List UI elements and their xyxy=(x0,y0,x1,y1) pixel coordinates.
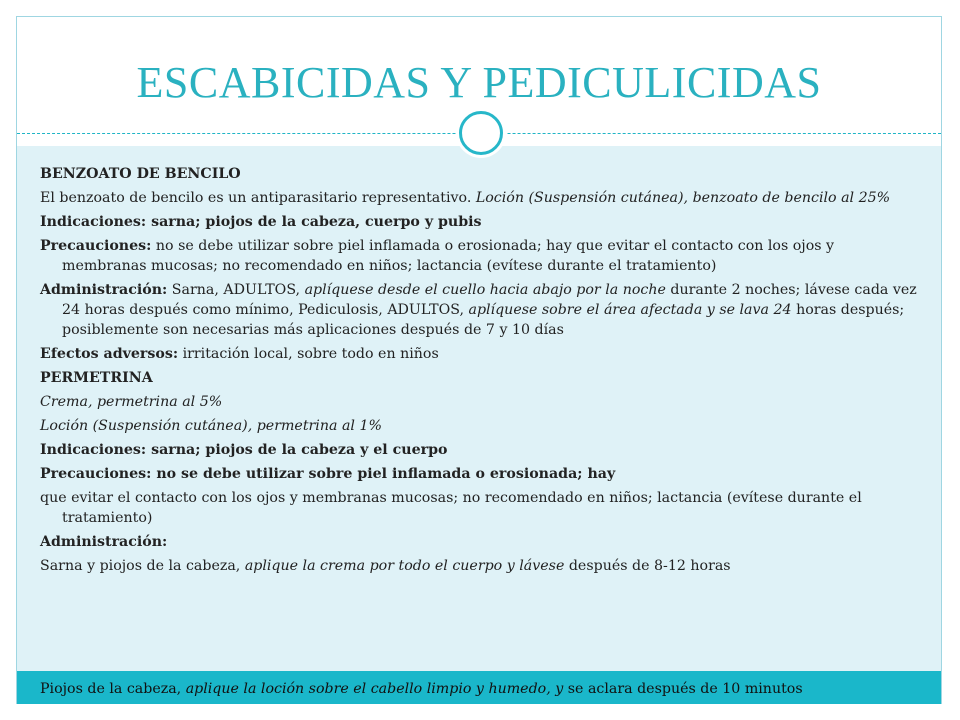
text-segment: Sarna y piojos de la cabeza, xyxy=(40,558,245,574)
paragraph xyxy=(40,280,920,340)
text-segment: Indicaciones: sarna; piojos de la cabeza, cuerpo y pubis xyxy=(40,214,482,230)
paragraph xyxy=(40,464,920,484)
paragraph xyxy=(40,188,920,208)
text-segment: Piojos de la cabeza, xyxy=(40,681,186,697)
paragraph xyxy=(40,392,920,412)
text-segment: Precauciones: no se debe utilizar sobre piel inflamada o erosionada; hay xyxy=(40,466,616,482)
text-segment: Indicaciones: sarna; piojos de la cabeza y el cuerpo xyxy=(40,442,448,458)
paragraph xyxy=(40,212,920,232)
text-segment: BENZOATO DE BENCILO xyxy=(40,166,241,182)
paragraph xyxy=(40,416,920,436)
text-segment: que evitar el contacto con los ojos y membranas mucosas; no recomendado en niños; lactancia (evítese durante el tratamiento) xyxy=(40,490,862,526)
text-segment: irritación local, sobre todo en niños xyxy=(178,346,439,362)
text-segment: aplique la loción sobre el cabello limpio y humedo, y xyxy=(185,681,564,697)
text-segment: aplique la crema por todo el cuerpo y lávese xyxy=(244,558,565,574)
paragraph xyxy=(40,164,920,184)
text-segment: PERMETRINA xyxy=(40,370,153,386)
paragraph xyxy=(40,440,920,460)
footer-text xyxy=(40,679,940,699)
paragraph xyxy=(40,368,920,388)
text-segment: Loción (Suspensión cutánea), benzoato de bencilo al 25% xyxy=(475,190,891,206)
text-segment: Administración: xyxy=(40,534,168,550)
text-segment: Precauciones: xyxy=(40,238,152,254)
slide-title: ESCABICIDAS Y PEDICULICIDAS xyxy=(136,58,822,107)
text-segment: Efectos adversos: xyxy=(40,346,179,362)
paragraph xyxy=(40,556,920,576)
text-segment: El benzoato de bencilo es un antiparasitario representativo. xyxy=(40,190,476,206)
text-segment: durante 2 noches; lávese cada vez 24 horas después como mínimo, Pediculosis, ADULTOS, xyxy=(62,282,917,318)
circle-ring-icon xyxy=(459,111,503,155)
text-segment: Loción (Suspensión cutánea), permetrina al 1% xyxy=(40,418,382,434)
paragraph xyxy=(40,532,920,552)
paragraph xyxy=(40,488,920,528)
text-segment: Administración: xyxy=(40,282,168,298)
text-segment: no se debe utilizar sobre piel inflamada o erosionada; hay que evitar el contacto con los ojos y membranas mucosas; no recomendado en niños; lactancia (evítese durante el tratamiento) xyxy=(62,238,835,274)
text-segment: aplíquese desde el cuello hacia abajo por la noche xyxy=(304,282,666,298)
paragraph xyxy=(40,344,920,364)
text-segment: aplíquese sobre el área afectada y se lava 24 xyxy=(468,302,792,318)
text-segment: después de 8-12 horas xyxy=(564,558,731,574)
paragraph xyxy=(40,236,920,276)
text-segment: se aclara después de 10 minutos xyxy=(563,681,803,697)
text-segment: Sarna, ADULTOS, xyxy=(167,282,305,298)
body-text xyxy=(40,164,920,580)
text-segment: Crema, permetrina al 5% xyxy=(40,394,223,410)
text-segment: horas después; posiblemente son necesarias más aplicaciones después de 7 y 10 días xyxy=(62,302,905,338)
